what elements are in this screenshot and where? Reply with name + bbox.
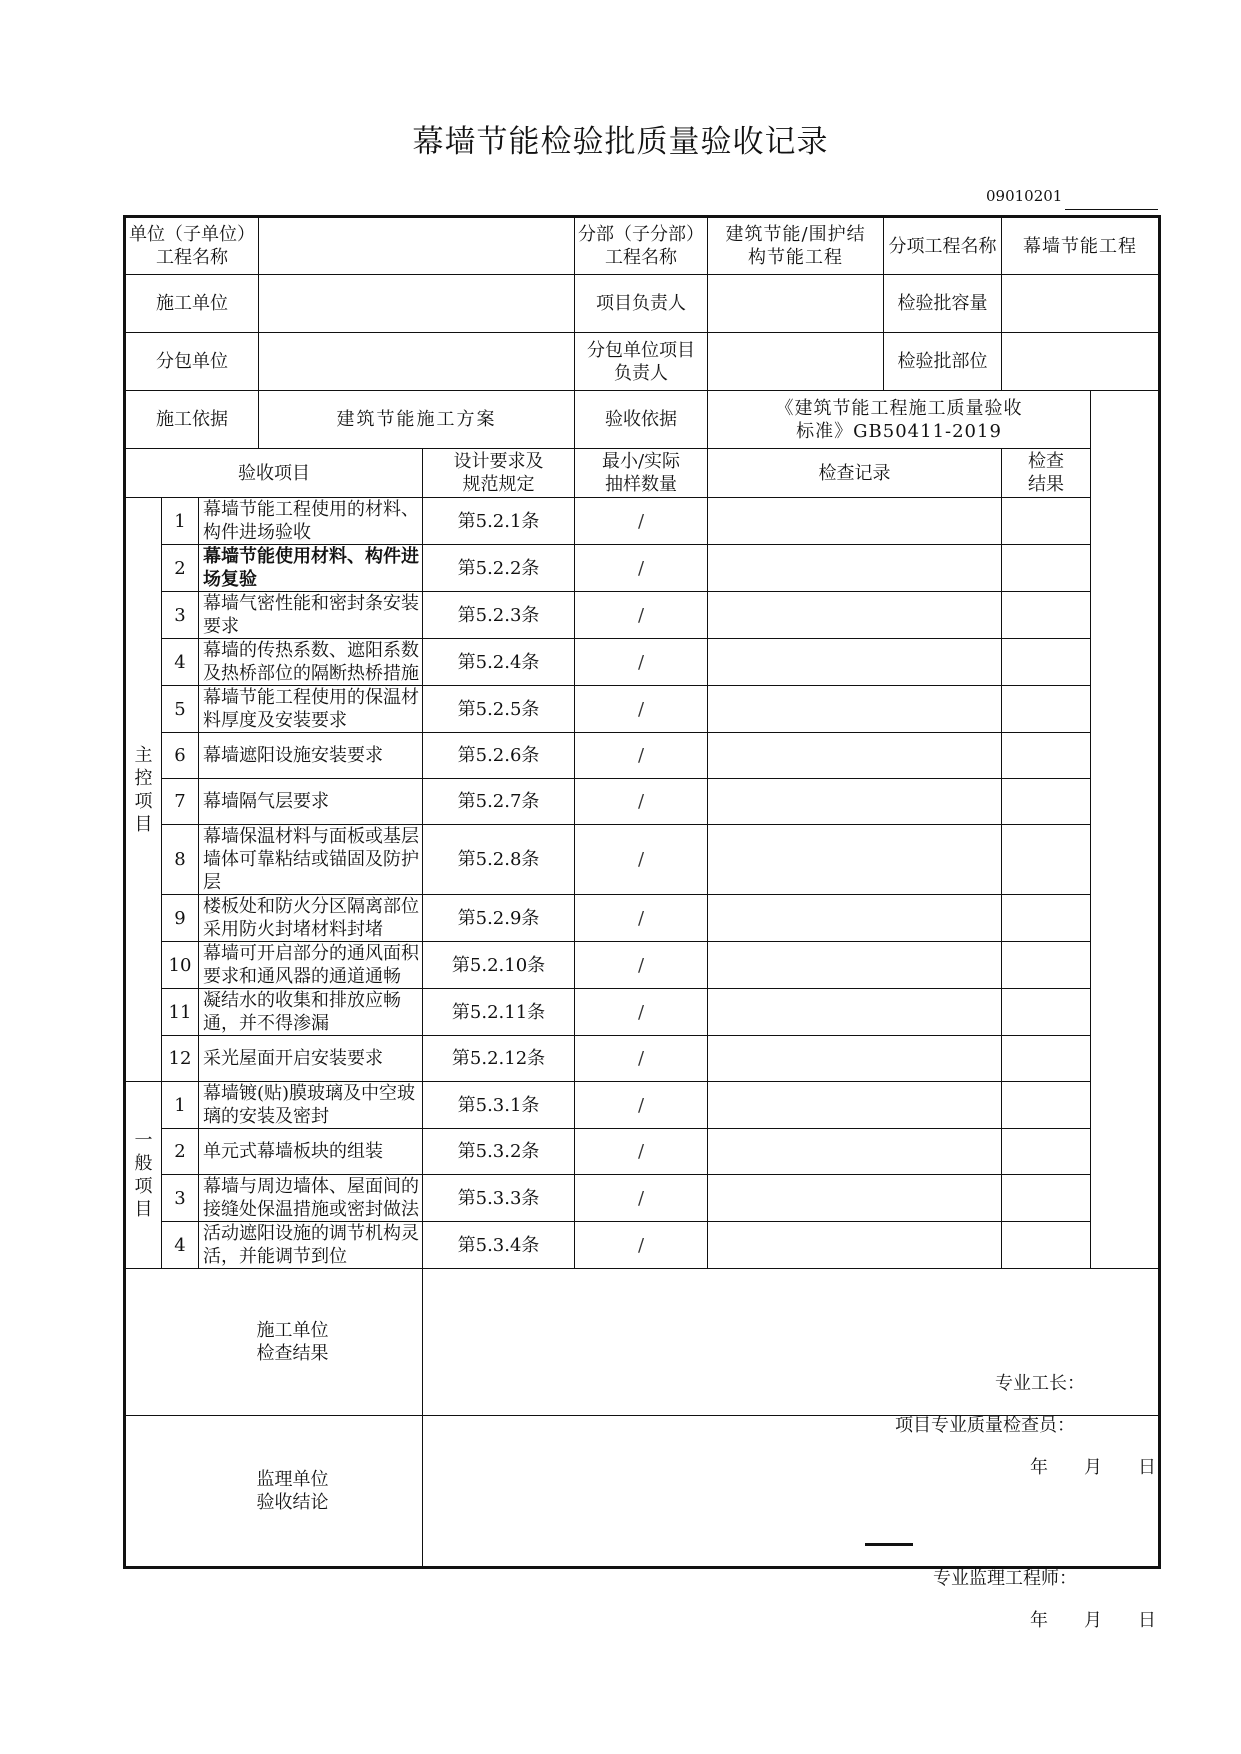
item-sample-count: / — [575, 639, 708, 686]
table-row — [125, 1082, 1160, 1129]
table-row — [125, 1129, 1160, 1175]
item-description: 活动遮阳设施的调节机构灵活，并能调节到位 — [199, 1222, 423, 1269]
subitem-value[interactable]: 幕墙节能工程 — [1002, 217, 1160, 275]
item-number: 4 — [162, 639, 199, 686]
item-check-result[interactable] — [1002, 895, 1091, 942]
item-number: 10 — [162, 942, 199, 989]
item-description: 幕墙节能使用材料、构件进场复验 — [199, 545, 423, 592]
general-items-label: 一 般 项 目 — [125, 1082, 162, 1269]
item-description: 单元式幕墙板块的组装 — [199, 1129, 423, 1175]
item-sample-count: / — [575, 825, 708, 895]
item-clause: 第5.3.3条 — [423, 1175, 575, 1222]
item-number: 6 — [162, 733, 199, 779]
item-sample-count: / — [575, 895, 708, 942]
column-record: 检查记录 — [708, 449, 1002, 498]
item-clause: 第5.3.4条 — [423, 1222, 575, 1269]
construction-date: 年 月 日 — [1030, 1457, 1157, 1478]
item-clause: 第5.2.10条 — [423, 942, 575, 989]
item-description: 凝结水的收集和排放应畅通，并不得渗漏 — [199, 989, 423, 1036]
construction-basis-value[interactable]: 建筑节能施工方案 — [259, 391, 575, 449]
item-sample-count: / — [575, 1082, 708, 1129]
item-number: 1 — [162, 1082, 199, 1129]
table-row — [125, 1036, 1160, 1082]
item-check-result[interactable] — [1002, 989, 1091, 1036]
item-clause: 第5.2.12条 — [423, 1036, 575, 1082]
item-number: 1 — [162, 498, 199, 545]
item-number: 2 — [162, 545, 199, 592]
table-row — [125, 895, 1160, 942]
item-check-result[interactable] — [1002, 1082, 1091, 1129]
item-number: 5 — [162, 686, 199, 733]
supervising-engineer-label: 专业监理工程师： — [933, 1568, 1078, 1589]
item-description: 幕墙节能工程使用的保温材料厚度及安装要求 — [199, 686, 423, 733]
item-check-record[interactable] — [708, 1129, 1002, 1175]
item-clause: 第5.2.11条 — [423, 989, 575, 1036]
item-sample-count: / — [575, 1175, 708, 1222]
item-number: 9 — [162, 895, 199, 942]
subcontractor-label: 分包单位 — [125, 333, 259, 391]
item-number: 8 — [162, 825, 199, 895]
item-number: 4 — [162, 1222, 199, 1269]
item-clause: 第5.2.9条 — [423, 895, 575, 942]
signature-dash — [865, 1543, 913, 1546]
item-check-result[interactable] — [1002, 1222, 1091, 1269]
item-clause: 第5.2.6条 — [423, 733, 575, 779]
batch-capacity-value[interactable] — [1002, 275, 1160, 333]
batch-location-label: 检验批部位 — [884, 333, 1002, 391]
item-check-result[interactable] — [1002, 733, 1091, 779]
item-description: 采光屋面开启安装要求 — [199, 1036, 423, 1082]
item-sample-count: / — [575, 733, 708, 779]
item-clause: 第5.2.8条 — [423, 825, 575, 895]
supervision-area[interactable] — [423, 1416, 1160, 1631]
table-row — [125, 1222, 1160, 1269]
table-row — [125, 545, 1160, 592]
item-description: 幕墙保温材料与面板或基层墙体可靠粘结或锚固及防护层 — [199, 825, 423, 895]
item-check-record[interactable] — [708, 989, 1002, 1036]
item-sample-count: / — [575, 1222, 708, 1269]
item-sample-count: / — [575, 989, 708, 1036]
item-sample-count: / — [575, 942, 708, 989]
item-number: 7 — [162, 779, 199, 825]
item-clause: 第5.3.2条 — [423, 1129, 575, 1175]
item-check-record[interactable] — [708, 592, 1002, 639]
acceptance-basis-value[interactable]: 《建筑节能工程施工质量验收 标准》GB50411-2019 — [708, 391, 1091, 449]
item-check-record[interactable] — [708, 779, 1002, 825]
item-description: 幕墙与周边墙体、屋面间的接缝处保温措施或密封做法 — [199, 1175, 423, 1222]
quality-inspector-label: 项目专业质量检查员： — [895, 1415, 1076, 1436]
item-sample-count: / — [575, 1036, 708, 1082]
table-row — [125, 592, 1160, 639]
table-row — [125, 686, 1160, 733]
item-check-result[interactable] — [1002, 686, 1091, 733]
item-check-record[interactable] — [708, 498, 1002, 545]
item-check-result[interactable] — [1002, 825, 1091, 895]
item-check-record[interactable] — [708, 686, 1002, 733]
item-check-result[interactable] — [1002, 942, 1091, 989]
item-clause: 第5.2.2条 — [423, 545, 575, 592]
table-row — [125, 733, 1160, 779]
construction-check-label: 施工单位 检查结果 — [125, 1269, 423, 1416]
item-check-result[interactable] — [1002, 545, 1091, 592]
page-title: 幕墙节能检验批质量验收记录 — [412, 124, 829, 160]
item-sample-count: / — [575, 1129, 708, 1175]
construction-check-area[interactable] — [423, 1269, 1160, 1478]
batch-location-value[interactable] — [1002, 333, 1160, 391]
acceptance-basis-label: 验收依据 — [575, 391, 708, 449]
item-check-record[interactable] — [708, 1036, 1002, 1082]
item-check-result[interactable] — [1002, 639, 1091, 686]
item-check-result[interactable] — [1002, 498, 1091, 545]
item-check-record[interactable] — [708, 1175, 1002, 1222]
item-description: 幕墙的传热系数、遮阳系数及热桥部位的隔断热桥措施 — [199, 639, 423, 686]
unit-project-value[interactable] — [259, 217, 575, 275]
batch-capacity-label: 检验批容量 — [884, 275, 1002, 333]
item-sample-count: / — [575, 592, 708, 639]
item-check-record[interactable] — [708, 733, 1002, 779]
item-clause: 第5.2.1条 — [423, 498, 575, 545]
contractor-label: 施工单位 — [125, 275, 259, 333]
item-clause: 第5.3.1条 — [423, 1082, 575, 1129]
item-number: 3 — [162, 1175, 199, 1222]
item-check-record[interactable] — [708, 942, 1002, 989]
supervision-row — [125, 1416, 1160, 1568]
item-sample-count: / — [575, 779, 708, 825]
item-clause: 第5.2.3条 — [423, 592, 575, 639]
item-description: 楼板处和防火分区隔离部位采用防火封堵材料封堵 — [199, 895, 423, 942]
item-number: 2 — [162, 1129, 199, 1175]
column-result: 检查 结果 — [1002, 449, 1091, 498]
supervision-label: 监理单位 验收结论 — [125, 1416, 423, 1568]
item-check-record[interactable] — [708, 1222, 1002, 1269]
division-label: 分部（子分部） 工程名称 — [575, 217, 708, 275]
item-check-result[interactable] — [1002, 592, 1091, 639]
item-number: 12 — [162, 1036, 199, 1082]
item-check-record[interactable] — [708, 895, 1002, 942]
item-description: 幕墙遮阳设施安装要求 — [199, 733, 423, 779]
table-row — [125, 825, 1160, 895]
item-clause: 第5.2.4条 — [423, 639, 575, 686]
sub-project-manager-value[interactable] — [708, 333, 884, 391]
table-row — [125, 1175, 1160, 1222]
item-description: 幕墙隔气层要求 — [199, 779, 423, 825]
table-row — [125, 779, 1160, 825]
item-sample-count: / — [575, 686, 708, 733]
item-check-record[interactable] — [708, 1082, 1002, 1129]
construction-basis-label: 施工依据 — [125, 391, 259, 449]
form-code: 09010201 — [986, 187, 1063, 205]
inspection-record-table — [123, 215, 1161, 1631]
item-check-result[interactable] — [1002, 1129, 1091, 1175]
column-design: 设计要求及 规范规定 — [423, 449, 575, 498]
item-sample-count: / — [575, 545, 708, 592]
item-check-result[interactable] — [1002, 1036, 1091, 1082]
division-value[interactable]: 建筑节能/围护结 构节能工程 — [708, 217, 884, 275]
item-clause: 第5.2.5条 — [423, 686, 575, 733]
column-item: 验收项目 — [125, 449, 423, 498]
subcontractor-value[interactable] — [259, 333, 575, 391]
item-check-record[interactable] — [708, 825, 1002, 895]
unit-project-label: 单位（子单位） 工程名称 — [125, 217, 259, 275]
sub-project-manager-label: 分包单位项目 负责人 — [575, 333, 708, 391]
item-description: 幕墙镀(贴)膜玻璃及中空玻璃的安装及密封 — [199, 1082, 423, 1129]
subitem-label: 分项工程名称 — [884, 217, 1002, 275]
item-sample-count: / — [575, 498, 708, 545]
item-check-result[interactable] — [1002, 779, 1091, 825]
main-control-items-label: 主 控 项 目 — [125, 498, 162, 1082]
item-check-result[interactable] — [1002, 1175, 1091, 1222]
table-row — [125, 942, 1160, 989]
item-check-record[interactable] — [708, 639, 1002, 686]
supervision-date: 年 月 日 — [1030, 1610, 1157, 1631]
table-row — [125, 989, 1160, 1036]
item-description: 幕墙节能工程使用的材料、构件进场验收 — [199, 498, 423, 545]
column-sample: 最小/实际 抽样数量 — [575, 449, 708, 498]
item-description: 幕墙可开启部分的通风面积要求和通风器的通道通畅 — [199, 942, 423, 989]
foreman-label: 专业工长： — [995, 1373, 1086, 1394]
item-description: 幕墙气密性能和密封条安装要求 — [199, 592, 423, 639]
project-manager-value[interactable] — [708, 275, 884, 333]
table-row — [125, 498, 1160, 545]
item-clause: 第5.2.7条 — [423, 779, 575, 825]
contractor-value[interactable] — [259, 275, 575, 333]
construction-check-row — [125, 1269, 1160, 1416]
project-manager-label: 项目负责人 — [575, 275, 708, 333]
item-check-record[interactable] — [708, 545, 1002, 592]
item-number: 3 — [162, 592, 199, 639]
table-row — [125, 639, 1160, 686]
item-number: 11 — [162, 989, 199, 1036]
code-underline — [1065, 209, 1158, 210]
